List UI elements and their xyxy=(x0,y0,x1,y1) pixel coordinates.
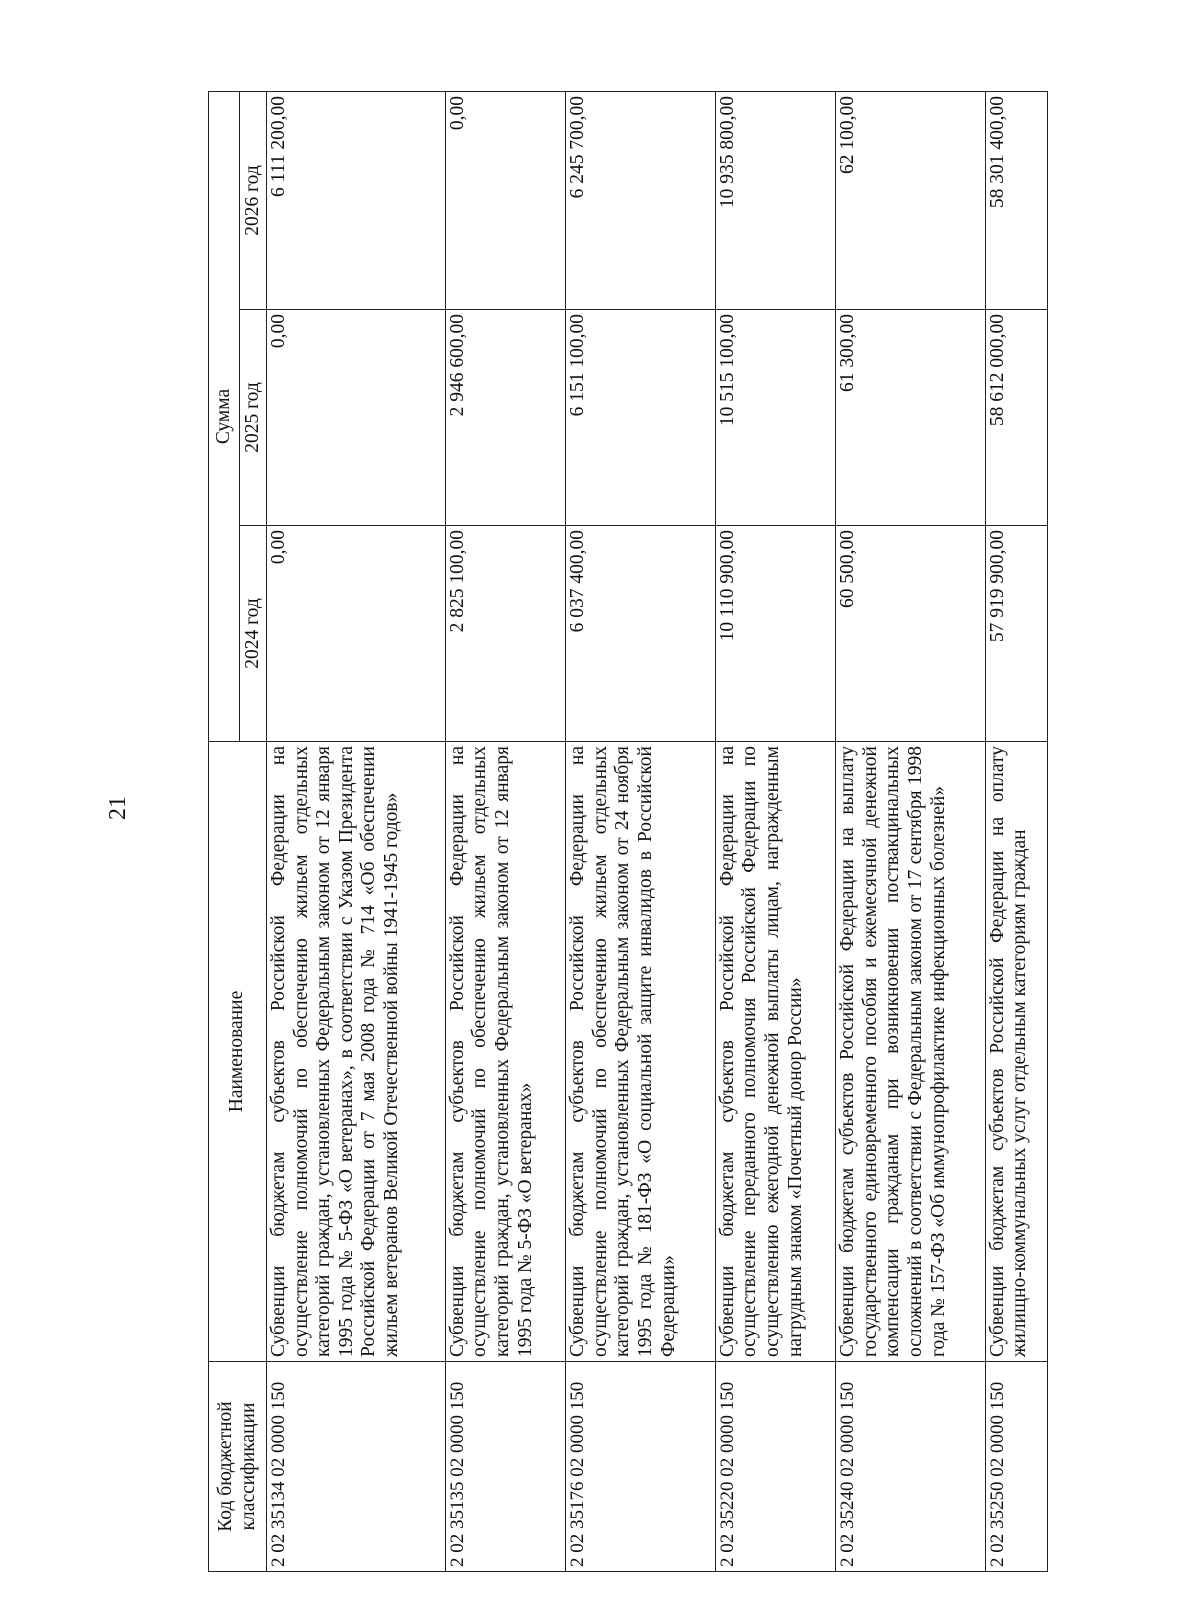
header-year-2026: 2026 год xyxy=(240,92,267,310)
row-amount-2026: 0,00 xyxy=(445,92,565,310)
row-amount-2024: 10 110 900,00 xyxy=(715,526,835,742)
row-code: 2 02 35134 02 0000 150 xyxy=(267,1362,446,1572)
table-row xyxy=(267,92,446,1572)
row-code: 2 02 35135 02 0000 150 xyxy=(445,1362,565,1572)
row-amount-2025: 2 946 600,00 xyxy=(445,310,565,526)
row-amount-2025: 58 612 000,00 xyxy=(985,310,1047,526)
row-amount-2026: 10 935 800,00 xyxy=(715,92,835,310)
header-code: Код бюджетной классификации xyxy=(209,1362,267,1572)
row-code: 2 02 35240 02 0000 150 xyxy=(836,1362,986,1572)
table-header-row xyxy=(209,92,240,1572)
row-code: 2 02 35176 02 0000 150 xyxy=(566,1362,716,1572)
header-year-2025: 2025 год xyxy=(240,310,267,526)
row-amount-2026: 58 301 400,00 xyxy=(985,92,1047,310)
table-row xyxy=(836,92,986,1572)
row-amount-2025: 61 300,00 xyxy=(836,310,986,526)
row-code: 2 02 35220 02 0000 150 xyxy=(715,1362,835,1572)
row-amount-2025: 0,00 xyxy=(267,310,446,526)
row-amount-2025: 6 151 100,00 xyxy=(566,310,716,526)
row-amount-2026: 6 111 200,00 xyxy=(267,92,446,310)
row-amount-2024: 6 037 400,00 xyxy=(566,526,716,742)
row-name: Субвенции бюджетам субъектов Российской Федерации на выплату государственного единовременного пособия и ежемесячной денежной компенсации гражданам при возникновении поствакцинальных осложнений в соответствии с Федеральным законом от 17 сентября 1998 года № 157-ФЗ «Об иммунопрофилактике инфекционных болезней» xyxy=(836,742,986,1362)
rotated-table-container xyxy=(208,92,1048,1572)
header-name: Наименование xyxy=(209,742,267,1362)
row-amount-2024: 57 919 900,00 xyxy=(985,526,1047,742)
table-row xyxy=(566,92,716,1572)
row-name: Субвенции бюджетам субъектов Российской Федерации на осуществление полномочий по обеспечению жильем отдельных категорий граждан, установленных Федеральным законом от 24 ноября 1995 года № 181-ФЗ «О социальной защите инвалидов в Российской Федерации» xyxy=(566,742,716,1362)
table-row xyxy=(985,92,1047,1572)
row-amount-2024: 60 500,00 xyxy=(836,526,986,742)
header-sum: Сумма xyxy=(209,92,240,742)
header-year-2024: 2024 год xyxy=(240,526,267,742)
row-amount-2026: 6 245 700,00 xyxy=(566,92,716,310)
budget-table xyxy=(208,91,1048,1572)
page-number: 21 xyxy=(105,796,131,820)
row-amount-2026: 62 100,00 xyxy=(836,92,986,310)
table-row xyxy=(715,92,835,1572)
row-amount-2025: 10 515 100,00 xyxy=(715,310,835,526)
table-row xyxy=(445,92,565,1572)
row-name: Субвенции бюджетам субъектов Российской Федерации на осуществление переданного полномочия Российской Федерации по осуществлению ежегодной денежной выплаты лицам, награжденным нагрудным знаком «Почетный донор России» xyxy=(715,742,835,1362)
row-name: Субвенции бюджетам субъектов Российской Федерации на осуществление полномочий по обеспечению жильем отдельных категорий граждан, установленных Федеральным законом от 12 января 1995 года № 5-ФЗ «О ветеранах», в соответствии с Указом Президента Российской Федерации от 7 мая 2008 года № 714 «Об обеспечении жильем ветеранов Великой Отечественной войны 1941-1945 годов» xyxy=(267,742,446,1362)
row-name: Субвенции бюджетам субъектов Российской Федерации на осуществление полномочий по обеспечению жильем отдельных категорий граждан, установленных Федеральным законом от 12 января 1995 года № 5-ФЗ «О ветеранах» xyxy=(445,742,565,1362)
row-amount-2024: 2 825 100,00 xyxy=(445,526,565,742)
row-code: 2 02 35250 02 0000 150 xyxy=(985,1362,1047,1572)
row-name: Субвенции бюджетам субъектов Российской Федерации на оплату жилищно-коммунальных услуг отдельным категориям граждан xyxy=(985,742,1047,1362)
row-amount-2024: 0,00 xyxy=(267,526,446,742)
